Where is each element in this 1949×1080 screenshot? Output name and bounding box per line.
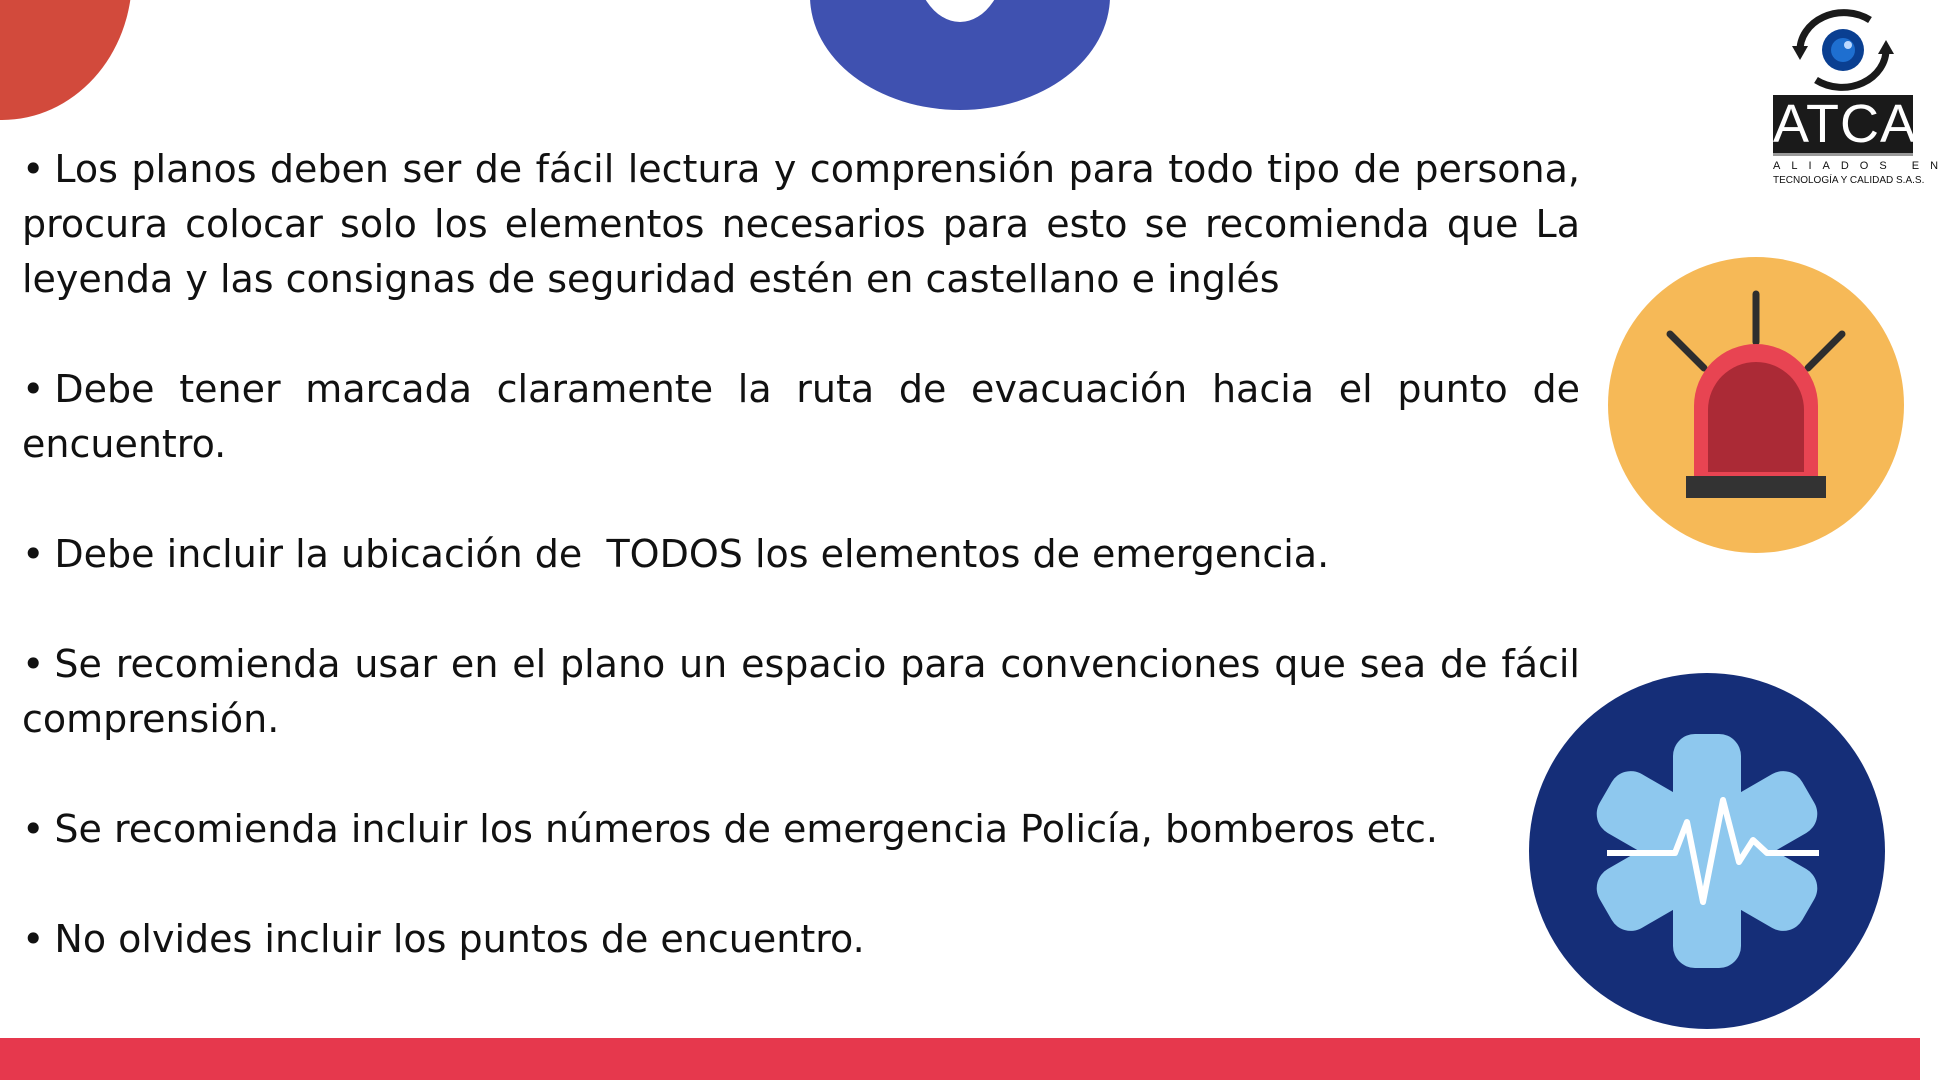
bullet: • xyxy=(22,147,45,191)
list-item xyxy=(22,362,1580,472)
bullet: • xyxy=(22,642,45,686)
bullet: • xyxy=(22,807,45,851)
list-item xyxy=(22,527,1580,582)
list-item-text: Debe incluir la ubicación de TODOS los elementos de emergencia. xyxy=(54,532,1330,576)
logo-wordmark: ATCAL xyxy=(1773,94,1949,154)
list-item xyxy=(22,802,1580,857)
bullet: • xyxy=(22,367,45,411)
atcal-logo xyxy=(1770,8,1949,186)
eye-logo-icon xyxy=(1770,8,1916,92)
corner-decoration-circle xyxy=(0,0,132,120)
list-item-text: Los planos deben ser de fácil lectura y comprensión para todo tipo de persona, procura colocar solo los elementos necesarios para esto se recomienda que La leyenda y las consignas de seguridad estén en castellano e inglés xyxy=(22,147,1580,301)
list-item-text: Debe tener marcada claramente la ruta de evacuación hacia el punto de encuentro. xyxy=(22,367,1580,466)
list-item xyxy=(22,142,1580,307)
logo-tagline: ALIADOS EN xyxy=(1773,160,1949,172)
top-decoration-ring xyxy=(810,0,1110,110)
bullet: • xyxy=(22,532,45,576)
list-item-text: No olvides incluir los puntos de encuentro. xyxy=(54,917,865,961)
bottom-accent-bar xyxy=(0,1038,1920,1080)
list-item xyxy=(22,912,1580,967)
alarm-siren-icon xyxy=(1606,256,1906,554)
list-item xyxy=(22,637,1580,747)
bullet: • xyxy=(22,917,45,961)
list-item-text: Se recomienda usar en el plano un espacio para convenciones que sea de fácil comprensión. xyxy=(22,642,1580,741)
star-of-life-icon xyxy=(1527,672,1887,1030)
recommendations-list xyxy=(22,142,1580,967)
list-item-text: Se recomienda incluir los números de emergencia Policía, bomberos etc. xyxy=(54,807,1439,851)
logo-subtitle: TECNOLOGÍA Y CALIDAD S.A.S. xyxy=(1773,175,1925,186)
